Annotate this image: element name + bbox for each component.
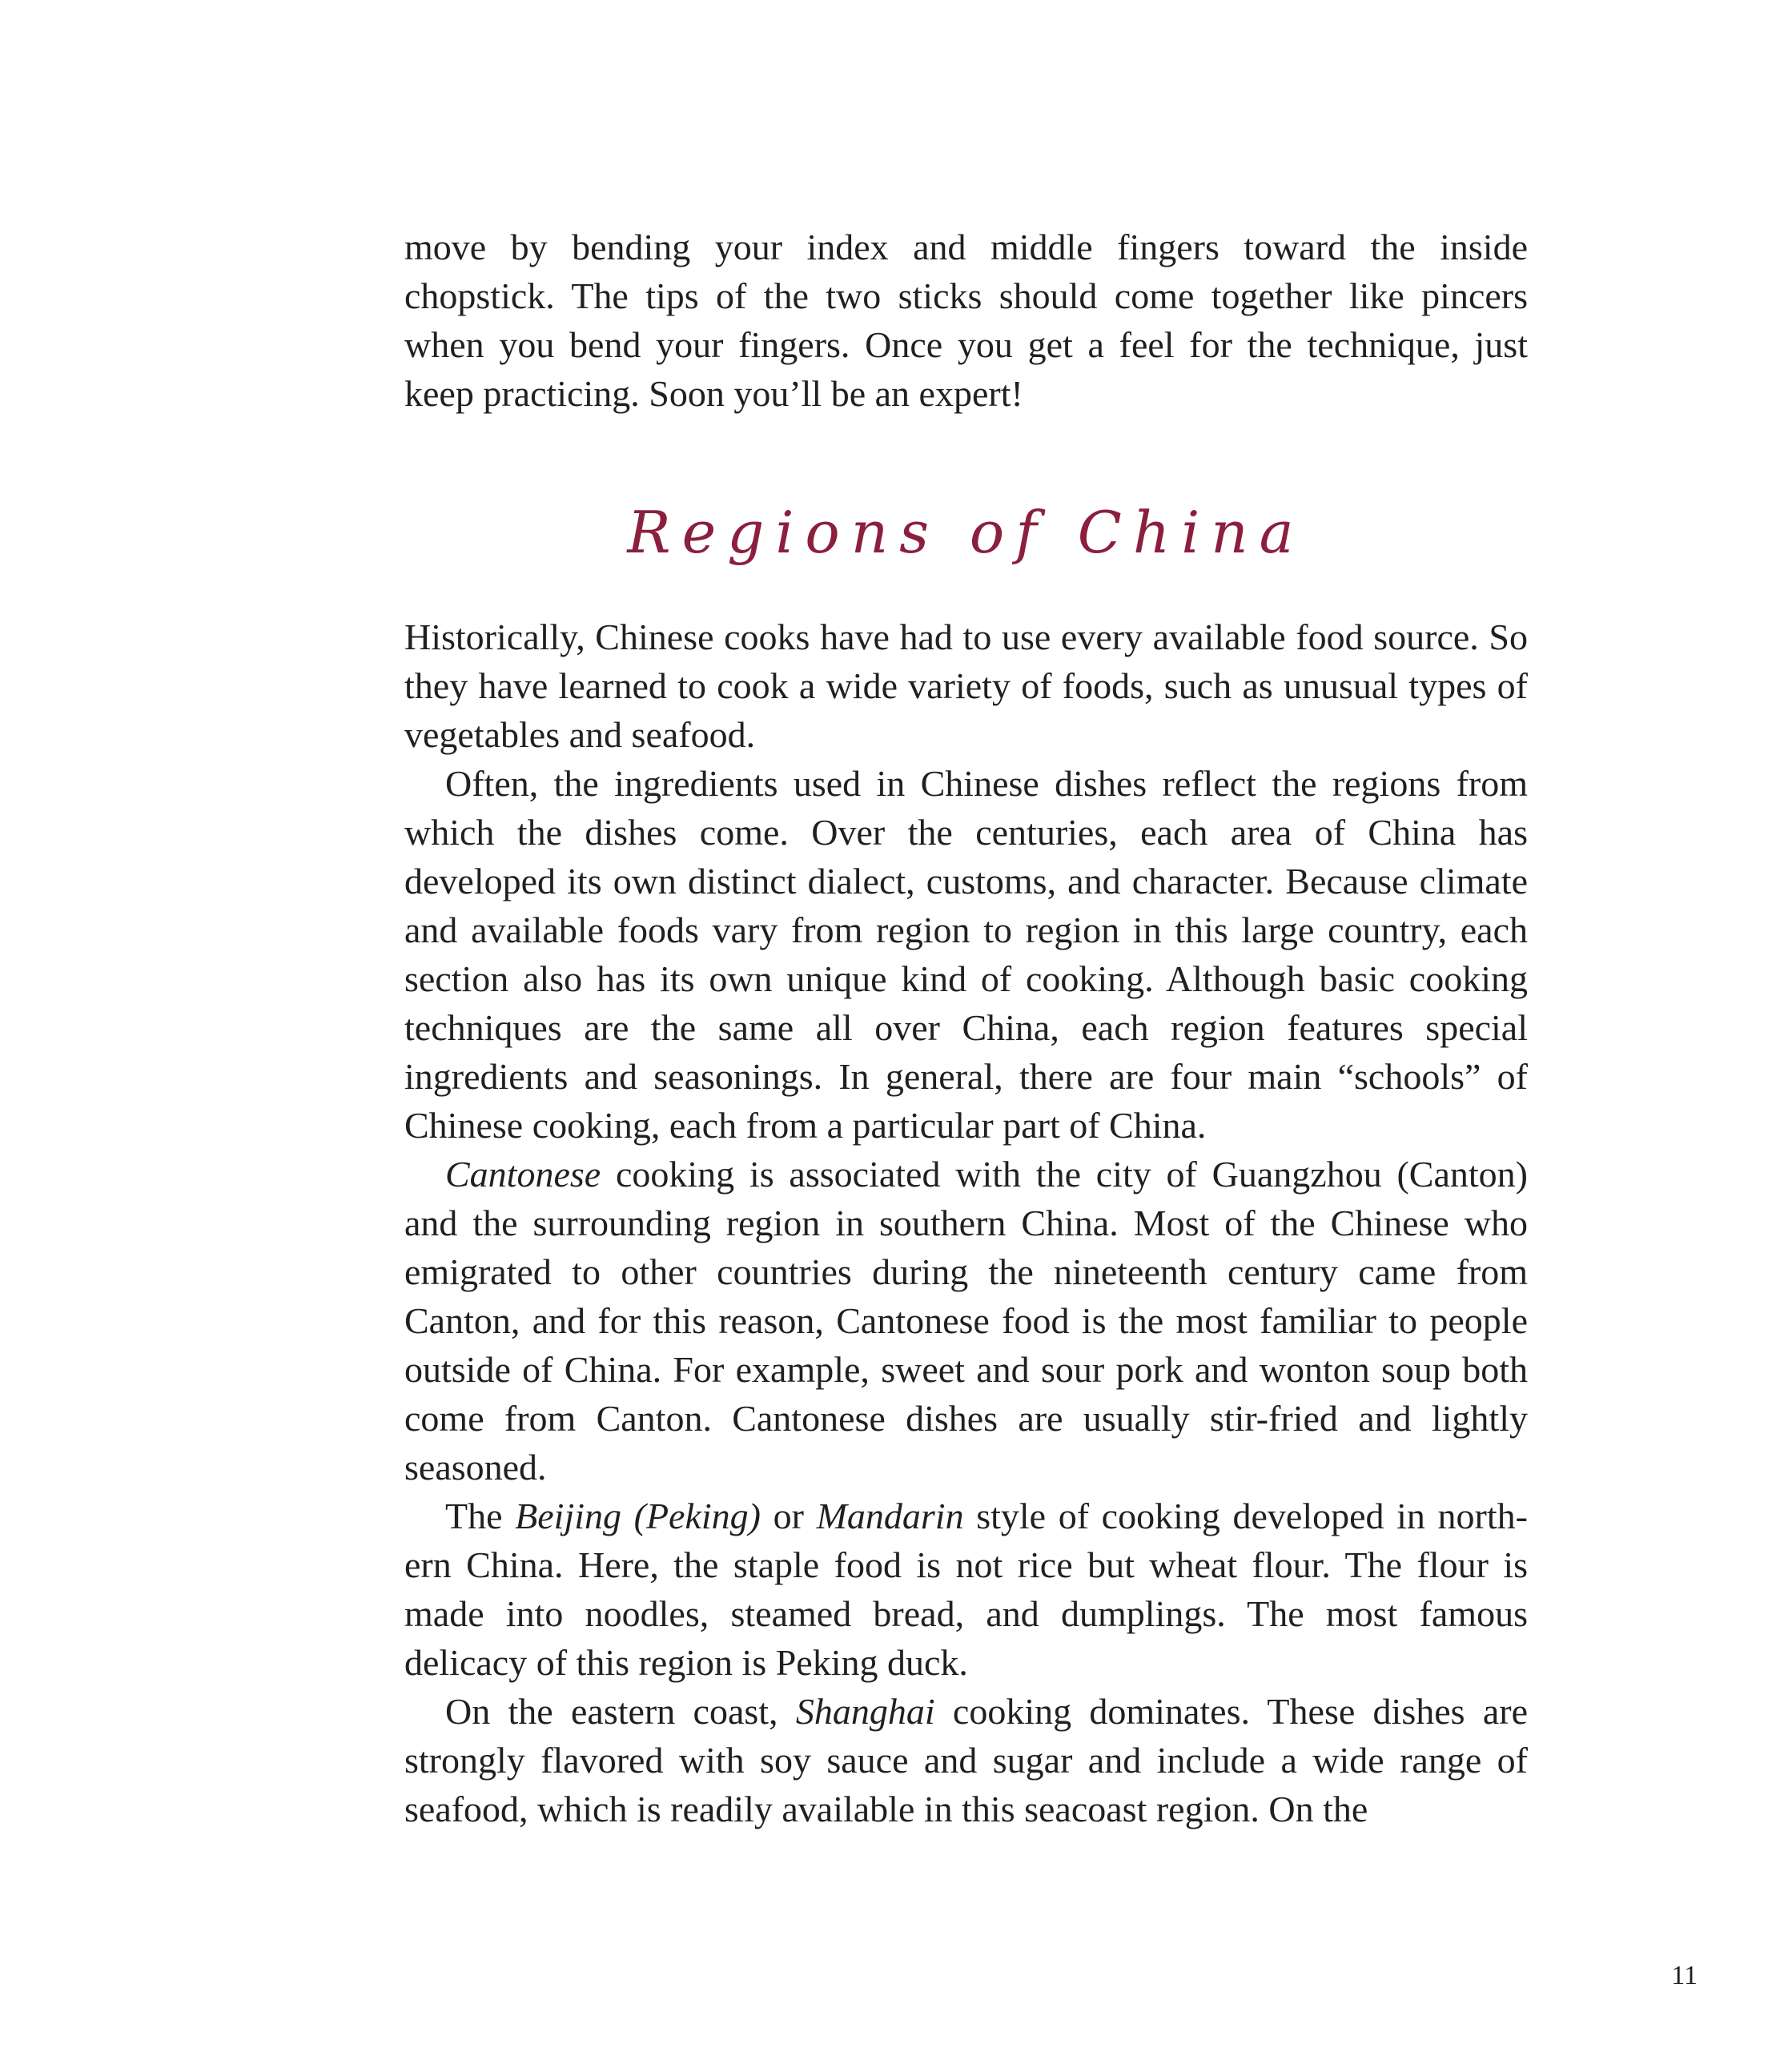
page-number: 11 — [1671, 1961, 1698, 1990]
intro-text-block — [404, 223, 1528, 418]
paragraph-beijing-mid: or — [761, 1496, 817, 1536]
term-cantonese: Cantonese — [445, 1154, 601, 1195]
term-beijing: Beijing (Peking) — [515, 1496, 761, 1536]
paragraph-shanghai — [404, 1687, 1528, 1833]
paragraph-cantonese — [404, 1150, 1528, 1492]
term-shanghai: Shanghai — [795, 1691, 935, 1732]
regions-body — [404, 612, 1528, 1833]
paragraph-ingredients: Often, the ingredients used in Chinese dishes reflect the regions from which the dishes come. Over the centuries, each area of China has developed its own distinct dialect, customs, and character. Because climate and available foods vary from region to region in this large country, each section also has its own unique kind of cooking. Although basic cooking techniques are the same all over China, each region features special ingredients and seasonings. In general, there are four main “schools” of Chinese cooking, each from a particular part of China. — [404, 763, 1528, 1146]
paragraph-shanghai-start: On the eastern coast, — [445, 1691, 796, 1732]
intro-paragraph: move by bending your index and middle fingers toward the inside chopstick. The tips of the two sticks should come together like pincers when you bend your fingers. Once you get a feel for the technique, just keep practicing. Soon you’ll be an expert! — [404, 227, 1528, 414]
paragraph-beijing-text: style of cooking developed in northern China. Here, the staple food is not rice but wheat flour. The flour is made into noodles, steamed bread, and dumplings. The most famous delicacy of this region is Peking duck. — [404, 1496, 1528, 1683]
paragraph-cantonese-text: cooking is associated with the city of Guangzhou (Canton) and the surrounding region in southern China. Most of the Chinese who emigrated to other countries during the nineteenth century came from Canton, and for this reason, Cantonese food is the most familiar to people outside of China. For example, sweet and sour pork and wonton soup both come from Canton. Cantonese dishes are usually stir-fried and lightly seasoned. — [404, 1154, 1528, 1488]
paragraph-historically: Historically, Chinese cooks have had to use every available food source. So they have learned to cook a wide variety of foods, such as unusual types of vegetables and seafood. — [404, 616, 1528, 755]
paragraph-beijing-start: The — [445, 1496, 516, 1536]
term-mandarin: Mandarin — [816, 1496, 964, 1536]
paragraph-shanghai-text: cooking dominates. These dishes are strongly flavored with soy sauce and sugar and include a wide range of seafood, which is readily available in this seacoast region. On the — [404, 1691, 1528, 1829]
section-heading: Regions of China — [627, 499, 1305, 566]
paragraph-beijing — [404, 1492, 1528, 1687]
